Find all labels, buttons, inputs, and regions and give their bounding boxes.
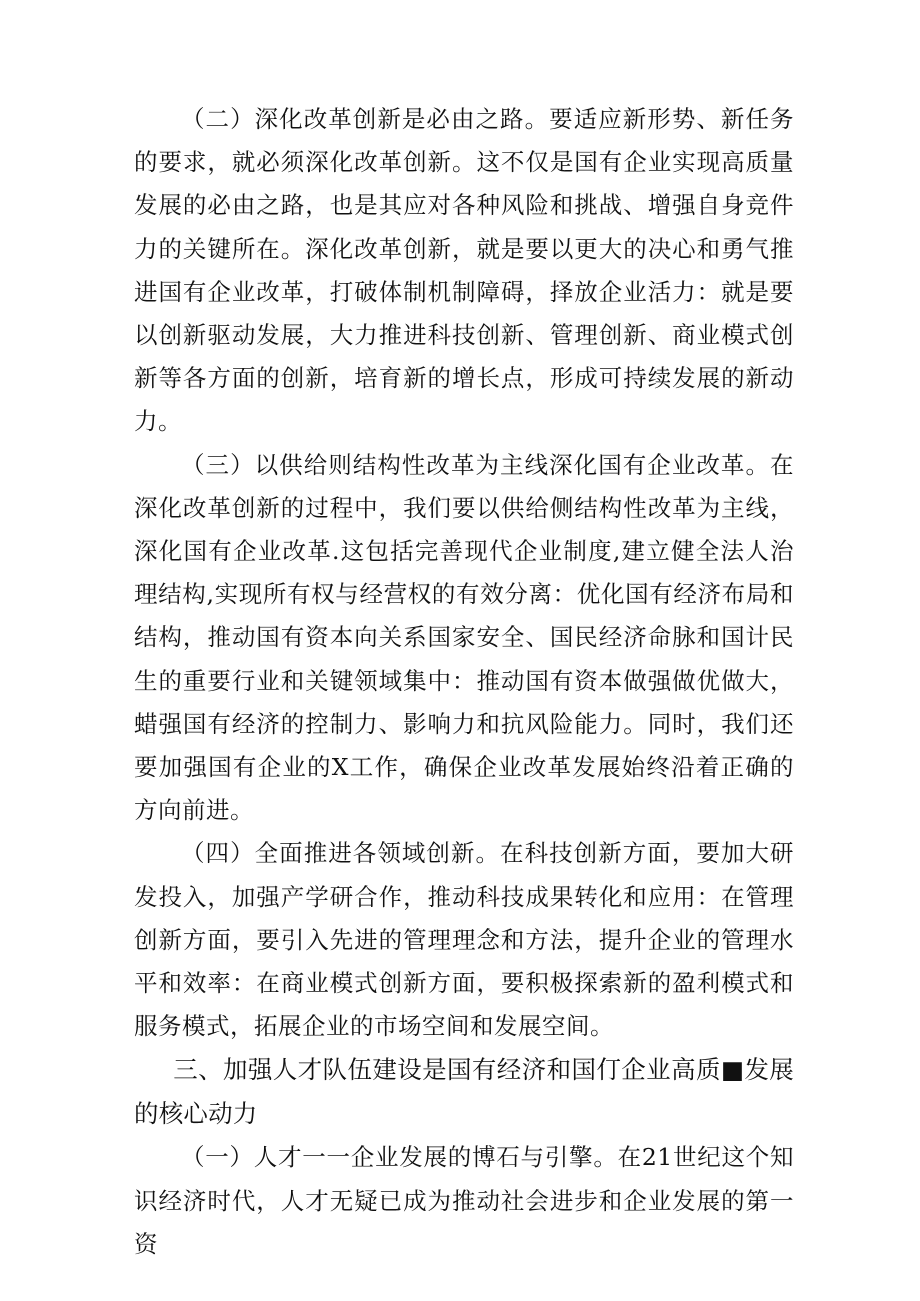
paragraph-section-2-4: （四）全面推进各领域创新。在科技创新方面，要加大研发投入，加强产学研合作，推动科技成果转化和应用：在管理创新方面，要引入先进的管理理念和方法，提升企业的管理水平和效率：在商业模式创新方面，要积极探索新的盈利模式和服务模式，拓展企业的市场空间和发展空间。 xyxy=(134,839,794,1041)
document-body xyxy=(134,98,794,1266)
section-3-heading: 三、加强人才队伍建设是国有经济和国仃企业高质■发展的核心动力 xyxy=(134,1055,794,1129)
paragraph-section-2-2: （二）深化改革创新是必由之路。要适应新形势、新任务的要求，就必须深化改革创新。这不仅是国有企业实现高质量发展的必由之路，也是其应对各种风险和挑战、增强自身竞件力的关键所在。深化改革创新，就是要以更大的决心和勇气推进国有企业改革，打破体制机制障碍，择放企业活力：就是要以创新驱动发展，大力推进科技创新、管理创新、商业模式创新等各方面的创新，培育新的增长点，形成可持续发展的新动力。 xyxy=(134,105,794,436)
paragraph-section-3-1: （一）人才一一企业发展的博石与引擎。在21世纪这个知识经济时代，人才无疑已成为推动社会进步和企业发展的第一资 xyxy=(134,1143,794,1258)
paragraph-section-2-3: （三）以供给则结构性改革为主线深化国有企业改革。在深化改革创新的过程中，我们要以供给侧结构性改革为主线，深化国有企业改革.这包括完善现代企业制度,建立健全法人治理结构,实现所有权与经营权的有效分离：优化国有经济布局和结构，推动国有资本向关系国家安全、国民经济命脉和国计民生的重要行业和关键领域集中：推动国有资本做强做优做大，蜡强国有经济的控制力、影响力和抗风险能力。同时，我们还要加强国有企业的X工作，确保企业改革发展始终沿着正确的方向前进。 xyxy=(134,450,794,825)
